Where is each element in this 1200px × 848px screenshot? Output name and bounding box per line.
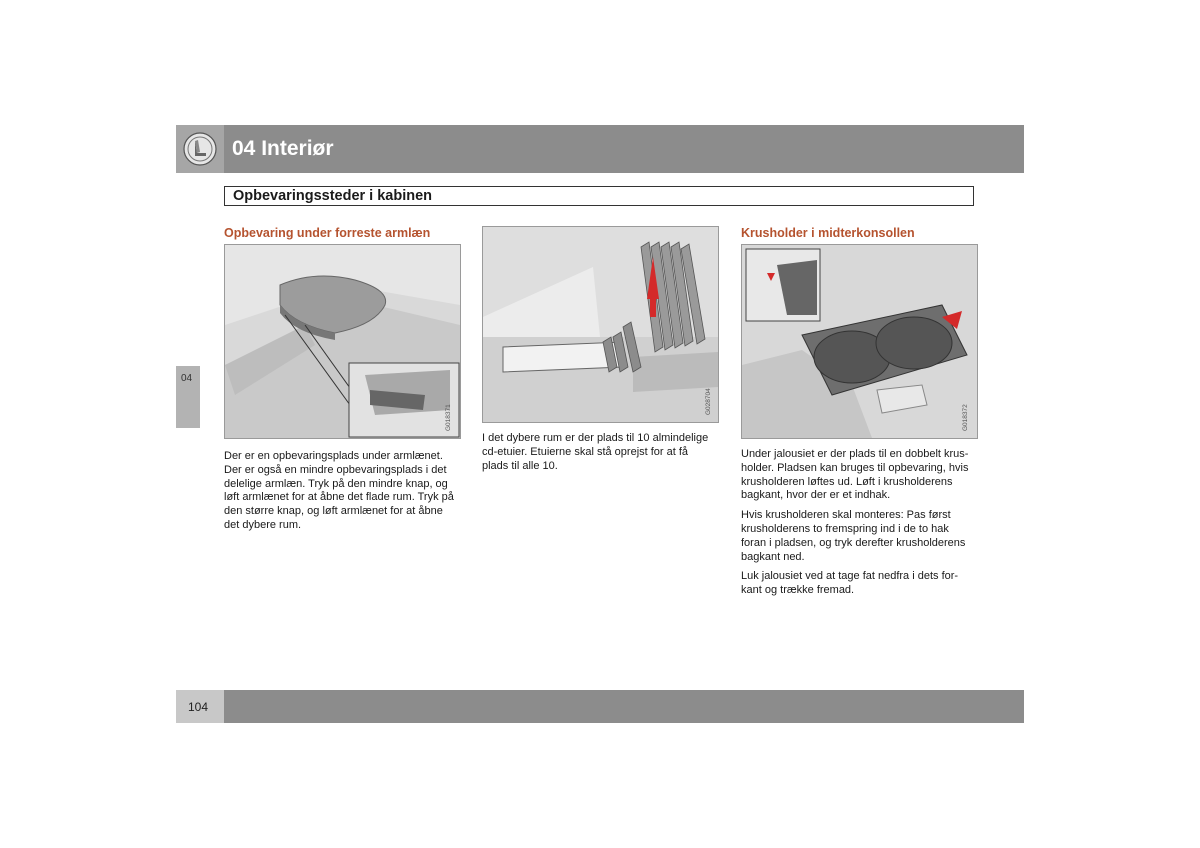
figure-code: G018371	[445, 404, 452, 431]
page-number-box	[176, 690, 224, 723]
figure-code: G028704	[705, 388, 712, 415]
armrest-illustration	[224, 244, 461, 439]
side-tab-label: 04	[181, 373, 193, 384]
cupholder-text	[741, 448, 981, 604]
seat-icon	[183, 132, 217, 166]
cupholder-paragraph-1: Under jalousiet er der plads til en dobbelt krus- holder. Pladsen kan bruges til opbevaring, hvis krusholderen løftes ud. Løft i krusholderens bagkant, hvor der er et indhak.	[741, 448, 969, 502]
chapter-side-tab	[176, 366, 200, 428]
chapter-title: 04 Interiør	[232, 137, 334, 160]
page-number: 104	[188, 700, 209, 714]
figure-code: G018372	[962, 404, 969, 431]
cupholder-heading: Krusholder i midterkonsollen	[741, 226, 915, 240]
section-title-box	[224, 186, 974, 206]
chapter-icon-box	[176, 125, 224, 173]
armrest-storage-heading: Opbevaring under forreste armlæn	[224, 226, 431, 240]
cupholder-paragraph-3: Luk jalousiet ved at tage fat nedfra i dets for- kant og trække fremad.	[741, 570, 959, 597]
cupholder-illustration	[741, 244, 978, 439]
footer-bar	[224, 690, 1024, 723]
section-title: Opbevaringssteder i kabinen	[233, 188, 433, 204]
armrest-text: Der er en opbevaringsplads under armlænet. Der er også en mindre opbevaringsplads i det delelige armlæn. Tryk på den mindre knap, og løft armlænet for at åbne det flade rum. Tryk på den større knap, og løft armlænet for at åbne det dybere rum.	[224, 450, 454, 531]
cd-storage-text: I det dybere rum er der plads til 10 almindelige cd-etuier. Etuierne skal stå oprejst for at få plads til alle 10.	[482, 432, 709, 472]
cupholder-paragraph-2: Hvis krusholderen skal monteres: Pas først krusholderens to fremspring ind i de to hak foran i pladsen, og tryk derefter krusholderens bagkant ned.	[741, 509, 966, 563]
cd-storage-illustration	[482, 226, 719, 423]
